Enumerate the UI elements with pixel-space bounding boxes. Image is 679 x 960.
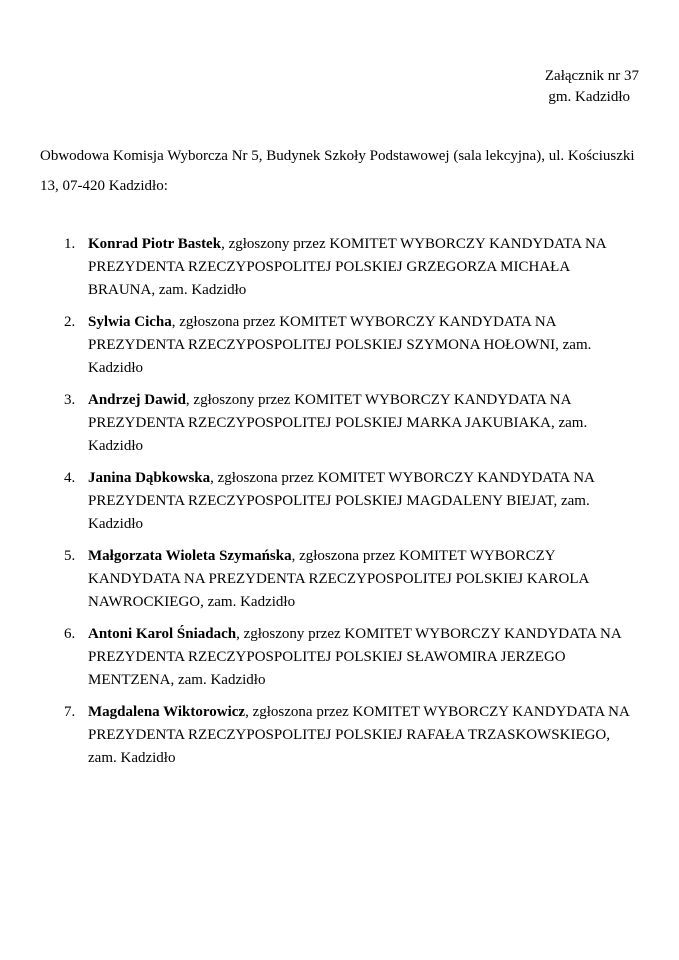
candidate-list-item — [40, 623, 639, 692]
candidate-details: , zgłoszony przez KOMITET WYBORCZY KANDYDATA NA PREZYDENTA RZECZYPOSPOLITEJ POLSKIEJ MARKA JAKUBIAKA, zam. Kadzidło — [88, 392, 588, 454]
candidate-name: Konrad Piotr Bastek — [88, 236, 222, 252]
candidate-list-item — [40, 467, 639, 536]
candidate-name: Andrzej Dawid — [88, 392, 186, 408]
candidate-name: Sylwia Cicha — [88, 314, 172, 330]
candidate-name: Antoni Karol Śniadach — [88, 626, 237, 642]
candidate-name: Małgorzata Wioleta Szymańska — [88, 548, 292, 564]
candidate-text — [88, 701, 639, 770]
candidate-text — [88, 233, 639, 302]
candidate-number: 5. — [64, 548, 76, 564]
candidate-details: , zgłoszona przez KOMITET WYBORCZY KANDYDATA NA PREZYDENTA RZECZYPOSPOLITEJ POLSKIEJ SZYMONA HOŁOWNI, zam. Kadzidło — [88, 314, 592, 376]
candidate-details: , zgłoszony przez KOMITET WYBORCZY KANDYDATA NA PREZYDENTA RZECZYPOSPOLITEJ POLSKIEJ SŁAWOMIRA JERZEGO MENTZENA, zam. Kadzidło — [88, 626, 621, 688]
candidate-list-item — [40, 701, 639, 770]
candidate-list-item — [40, 545, 639, 614]
candidate-name: Magdalena Wiktorowicz — [88, 704, 246, 720]
attachment-number-line: Załącznik nr 37 — [544, 68, 639, 84]
candidate-text — [88, 623, 639, 692]
candidate-text — [88, 389, 639, 458]
candidate-name: Janina Dąbkowska — [88, 470, 211, 486]
candidate-details: , zgłoszona przez KOMITET WYBORCZY KANDYDATA NA PREZYDENTA RZECZYPOSPOLITEJ POLSKIEJ RAFAŁA TRZASKOWSKIEGO, zam. Kadzidło — [88, 704, 629, 766]
candidate-details: , zgłoszony przez KOMITET WYBORCZY KANDYDATA NA PREZYDENTA RZECZYPOSPOLITEJ POLSKIEJ GRZEGORZA MICHAŁA BRAUNA, zam. Kadzidło — [88, 236, 606, 298]
candidate-number: 7. — [64, 704, 76, 720]
candidate-list-item — [40, 389, 639, 458]
candidate-list — [40, 233, 639, 770]
candidate-text — [88, 545, 639, 614]
candidate-text — [88, 311, 639, 380]
candidate-text — [88, 467, 639, 536]
candidate-list-item — [40, 311, 639, 380]
commission-intro-paragraph: Obwodowa Komisja Wyborcza Nr 5, Budynek Szkoły Podstawowej (sala lekcyjna), ul. Kościuszki 13, 07-420 Kadzidło: — [40, 148, 635, 194]
municipality-line: gm. Kadzidło — [548, 89, 630, 105]
candidate-number: 1. — [64, 236, 76, 252]
candidate-details: , zgłoszona przez KOMITET WYBORCZY KANDYDATA NA PREZYDENTA RZECZYPOSPOLITEJ POLSKIEJ KAROLA NAWROCKIEGO, zam. Kadzidło — [88, 548, 589, 610]
candidate-number: 2. — [64, 314, 76, 330]
attachment-note — [40, 66, 639, 108]
candidate-number: 3. — [64, 392, 76, 408]
candidate-details: , zgłoszona przez KOMITET WYBORCZY KANDYDATA NA PREZYDENTA RZECZYPOSPOLITEJ POLSKIEJ MAGDALENY BIEJAT, zam. Kadzidło — [88, 470, 595, 532]
candidate-number: 6. — [64, 626, 76, 642]
candidate-list-item — [40, 233, 639, 302]
candidate-number: 4. — [64, 470, 76, 486]
